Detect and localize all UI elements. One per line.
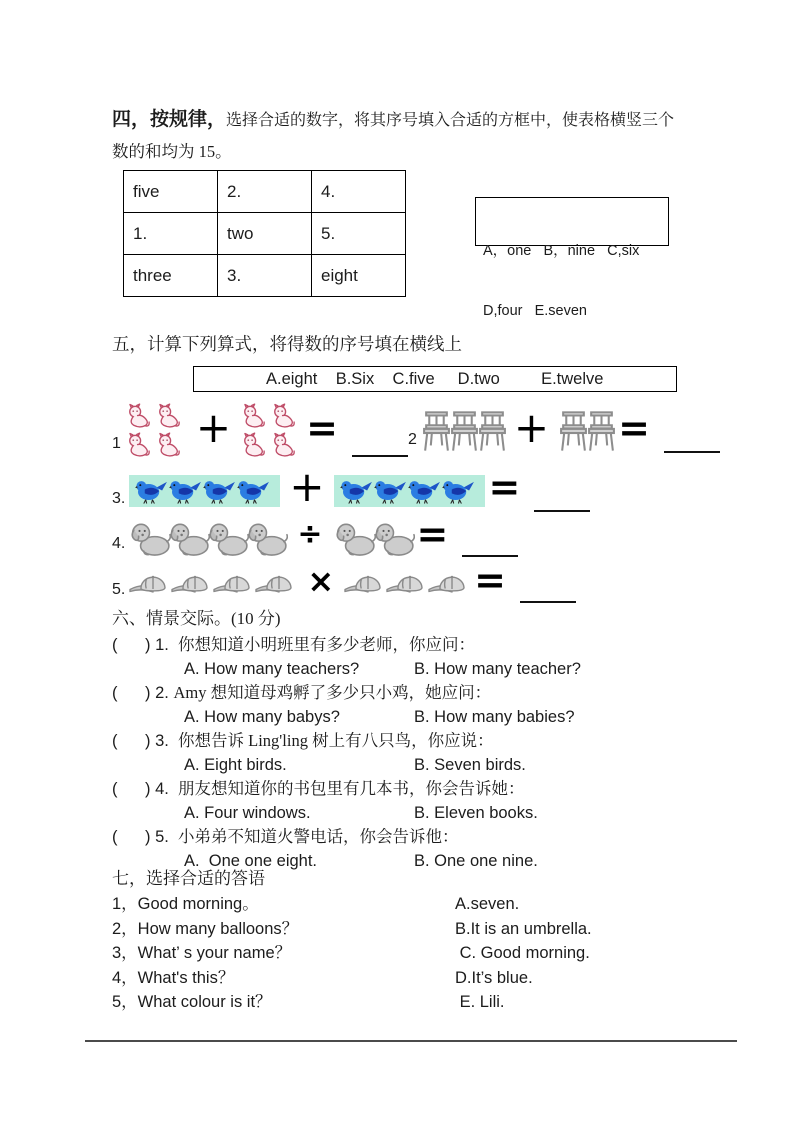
question-text: 小弟弟不知道火警电话，你会告诉他： (178, 827, 459, 846)
table-row (124, 255, 406, 297)
question-text: 朋友想知道你的书包里有几本书，你会告诉她： (178, 779, 525, 798)
matching-question: 3，What’ s your name？ (112, 944, 292, 962)
plus-operator: + (195, 402, 232, 452)
answer-blank[interactable] (462, 555, 518, 557)
chair-icon (558, 411, 589, 453)
number-grid-table (123, 170, 406, 297)
equals-sign: = (618, 405, 650, 450)
table-cell: three (124, 255, 218, 297)
answer-blank[interactable] (520, 601, 576, 603)
problem-number: 3. (112, 489, 126, 507)
answer-blank[interactable] (534, 510, 590, 512)
answer-parentheses[interactable]: ( ) 5. (112, 828, 179, 846)
cat-icon (270, 403, 300, 432)
dog-icon (168, 520, 210, 557)
dog-icon (246, 520, 288, 557)
cat-icon (270, 432, 300, 461)
option-line (112, 658, 732, 682)
problem-number: 4. (112, 535, 126, 552)
cat-picture-group (240, 403, 302, 461)
matching-answer: D.It’s blue. (455, 968, 533, 987)
option-a: A. One one eight. (184, 851, 318, 870)
math-problem-1 (112, 403, 408, 461)
cat-icon (155, 432, 185, 461)
plus-operator: + (513, 402, 550, 452)
section4-answer-choices-line2: D,four E.seven (483, 303, 587, 319)
section6-questions (112, 633, 732, 873)
bird-icon (135, 478, 168, 505)
equals-sign: = (306, 405, 338, 450)
option-a: A. How many babys? (184, 707, 340, 726)
problem-line (112, 558, 712, 607)
matching-question: 4，What's this？ (112, 968, 235, 987)
table-cell: 4. (312, 171, 406, 213)
option-b: B. One one nine. (414, 851, 538, 870)
cap-icon (344, 572, 390, 597)
dog-icon (373, 520, 415, 557)
equals-sign: = (416, 512, 449, 556)
bird-icon (169, 478, 202, 505)
matching-answer: B.It is an umbrella. (455, 919, 592, 938)
footer-divider (85, 1040, 737, 1042)
option-line (112, 706, 732, 730)
question-line (112, 729, 732, 754)
answer-parentheses[interactable]: ( ) 2. (112, 684, 174, 702)
section7-matching-list (112, 892, 732, 1015)
answer-blank[interactable] (352, 455, 408, 457)
plus-operator: + (289, 461, 325, 511)
table-cell: five (124, 171, 218, 213)
bird-icon (340, 478, 373, 505)
matching-row (112, 990, 732, 1015)
table-row (124, 213, 406, 255)
matching-row (112, 892, 732, 917)
matching-answer: E. Lili. (455, 993, 505, 1011)
math-problem-2 (407, 402, 720, 457)
bird-picture-group (334, 475, 485, 507)
math-problem-5 (112, 558, 576, 607)
question-text: 你想知道小明班里有多少老师，你应问： (178, 635, 476, 654)
section7-title: 七，选择合适的答语 (112, 869, 265, 888)
cap-icon (129, 572, 175, 597)
cat-picture-group (125, 403, 187, 461)
cat-icon (125, 403, 155, 432)
math-problem-3 (112, 461, 590, 516)
bird-icon (408, 478, 441, 505)
option-b: B. How many babies? (414, 707, 575, 726)
cat-icon (125, 432, 155, 461)
answer-blank[interactable] (664, 451, 720, 453)
matching-question: 2，How many balloons？ (112, 919, 299, 938)
cap-icon (428, 572, 474, 597)
chair-icon (477, 411, 508, 453)
bird-icon (442, 478, 475, 505)
matching-row (112, 941, 732, 966)
option-a: A. How many teachers? (184, 659, 360, 678)
table-cell: 1. (124, 213, 218, 255)
table-row (124, 171, 406, 213)
section5-title: 五，计算下列算式，将得数的序号填在横线上 (112, 334, 462, 354)
matching-question: 5，What colour is it？ (112, 993, 272, 1011)
table-cell: two (218, 213, 312, 255)
table-cell: 3. (218, 255, 312, 297)
question-line (112, 681, 732, 706)
cat-icon (240, 432, 270, 461)
section4-answer-choices-line1: A，one B，nine C,six (483, 243, 640, 259)
problem-number: 5. (112, 581, 126, 598)
section6-title: 六、情景交际。(10 分) (112, 609, 281, 628)
option-a: A. Eight birds. (184, 755, 287, 774)
question-line (112, 825, 732, 850)
option-b: B. Seven birds. (414, 755, 526, 774)
chair-picture-group (558, 411, 614, 453)
answer-parentheses[interactable]: ( ) 1. (112, 636, 179, 654)
option-b: B. How many teacher? (414, 659, 581, 678)
divide-operator: ÷ (297, 517, 323, 552)
bird-icon (237, 478, 270, 505)
cap-icon (386, 572, 432, 597)
question-text: Amy 想知道母鸡孵了多少只小鸡，她应问： (173, 683, 492, 702)
problem-line (112, 397, 712, 466)
section4-title-text: 选择合适的数字，将其序号填入合适的方框中，使表格横竖三个 (226, 112, 675, 129)
answer-parentheses[interactable]: ( ) 3. (112, 732, 179, 750)
question-line (112, 777, 732, 802)
matching-row (112, 966, 732, 991)
option-line (112, 754, 732, 778)
picture-math-problems (112, 397, 712, 607)
option-a: A. Four windows. (184, 803, 311, 822)
bird-icon (203, 478, 236, 505)
dog-icon (129, 520, 171, 557)
cap-icon (255, 572, 301, 597)
bird-icon (374, 478, 407, 505)
matching-row (112, 917, 732, 942)
equals-sign: = (488, 464, 521, 509)
chair-picture-group (421, 411, 505, 453)
section5-answer-choices-box: A.eight B.Six C.five D.two E.twelve (193, 366, 677, 392)
chair-icon (421, 411, 452, 453)
problem-number: 1 (112, 434, 121, 452)
dog-picture-group (129, 520, 285, 557)
dog-icon (334, 520, 376, 557)
cat-icon (240, 403, 270, 432)
section7 (112, 866, 732, 1015)
table-cell: 5. (312, 213, 406, 255)
option-b: B. Eleven books. (414, 803, 538, 822)
section4-title (112, 104, 712, 131)
multiply-operator: × (307, 562, 335, 600)
section4-title-number: 四，按规律， (112, 109, 227, 130)
problem-line (112, 512, 712, 561)
cat-icon (155, 403, 185, 432)
dog-picture-group (334, 520, 412, 557)
chair-icon (586, 411, 617, 453)
matching-answer: C. Good morning. (455, 944, 590, 962)
cap-picture-group (344, 572, 470, 597)
cap-icon (171, 572, 217, 597)
section6 (112, 604, 732, 873)
math-problem-4 (112, 512, 518, 561)
matching-answer: A.seven. (455, 895, 520, 913)
question-line (112, 633, 732, 658)
section4-title-line2: 数的和均为 15。 (112, 142, 232, 161)
problem-number: 2 (407, 430, 417, 448)
question-text: 你想告诉 Ling'ling 树上有八只鸟，你应说： (178, 731, 494, 750)
matching-question: 1，Good morning。 (112, 895, 259, 913)
cap-icon (213, 572, 259, 597)
bird-picture-group (129, 475, 280, 507)
section4-answer-choices-box (475, 197, 669, 319)
chair-icon (449, 411, 480, 453)
answer-parentheses[interactable]: ( ) 4. (112, 780, 179, 798)
problem-line (112, 461, 712, 515)
option-line (112, 802, 732, 826)
table-cell: 2. (218, 171, 312, 213)
dog-icon (207, 520, 249, 557)
equals-sign: = (474, 558, 506, 602)
cap-picture-group (129, 572, 297, 597)
table-cell: eight (312, 255, 406, 297)
